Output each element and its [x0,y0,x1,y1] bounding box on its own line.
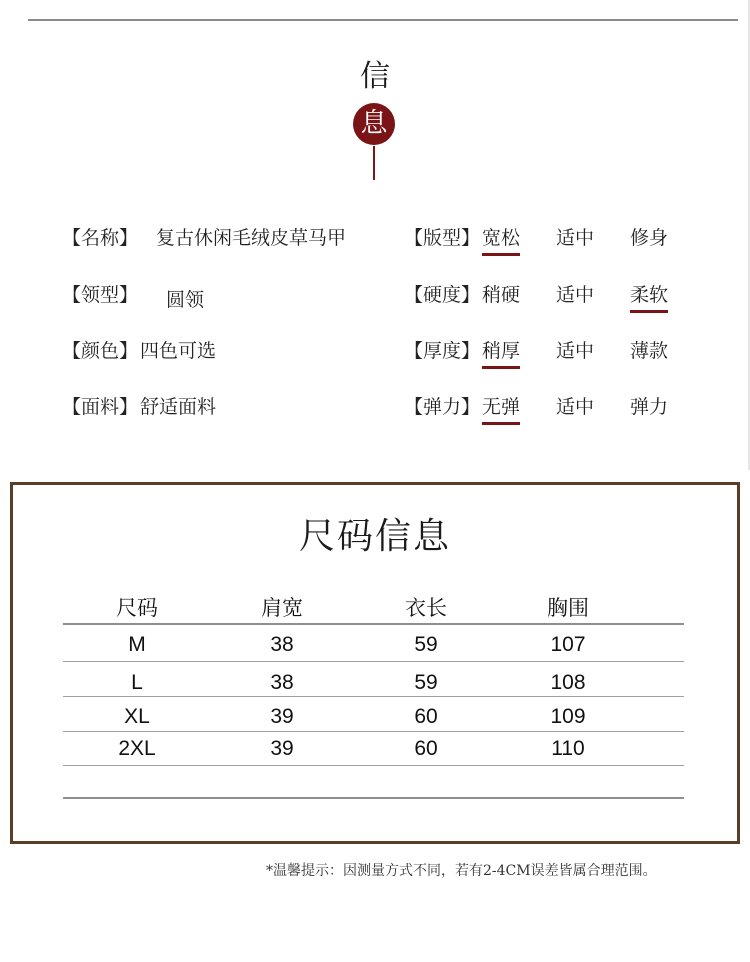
rating-fit-option: 适中 [556,227,595,249]
measurement-note: *温馨提示：因测量方式不同，若有2-4CM误差皆属合理范围。 [266,863,657,879]
table-cell: M [128,633,146,656]
rating-hardness-label: 【硬度】 [404,284,481,306]
table-cell: L [131,671,143,694]
info-name [62,226,346,250]
table-rule [63,696,684,697]
table-cell: 38 [270,671,294,694]
table-rule [63,731,684,732]
table-cell: 59 [414,671,438,694]
table-rule [63,623,684,625]
size-header-length: 衣长 [405,596,447,620]
table-cell: 39 [270,737,294,760]
rating-thickness-option-selected: 稍厚 [482,339,520,369]
table-rule [63,765,684,766]
rating-hardness-option: 稍硬 [482,284,521,306]
info-name-label: 【名称】 [62,227,139,249]
info-seal: 息 [353,103,395,145]
rating-fit-option-selected: 宽松 [482,226,520,256]
info-collar [62,283,205,311]
rating-hardness-option: 适中 [556,284,595,306]
info-title-char: 信 [360,59,390,94]
top-divider [28,19,738,21]
seal-stem [373,146,375,180]
table-cell: 60 [414,737,438,760]
rating-thickness-label: 【厚度】 [404,340,481,362]
rating-stretch-option: 适中 [556,396,595,418]
info-color-label: 【颜色】 [62,340,139,362]
rating-stretch-option-selected: 无弹 [482,395,520,425]
rating-thickness-option: 适中 [556,340,595,362]
table-cell: 60 [414,705,438,728]
rating-fit-label: 【版型】 [404,227,481,249]
table-rule [63,661,684,662]
table-cell: 109 [550,705,586,728]
table-cell: 2XL [118,737,156,760]
table-cell: 110 [551,737,585,760]
info-collar-value: 圆领 [166,289,205,311]
table-cell: 39 [270,705,294,728]
table-cell: XL [124,705,150,728]
rating-stretch-option: 弹力 [630,396,669,418]
table-cell: 38 [270,633,294,656]
rating-thickness-option: 薄款 [630,340,669,362]
table-cell: 107 [550,633,586,656]
info-collar-label: 【领型】 [62,284,139,306]
size-chart-title: 尺码信息 [298,516,451,557]
size-header-chest: 胸围 [547,596,589,620]
info-color [62,339,216,363]
rating-stretch-label: 【弹力】 [404,396,481,418]
table-cell: 108 [550,671,586,694]
table-cell: 59 [414,633,438,656]
rating-fit-option: 修身 [630,227,669,249]
info-fabric-label: 【面料】 [62,396,139,418]
info-color-value: 四色可选 [140,340,217,362]
rating-hardness-option-selected: 柔软 [630,283,668,313]
table-rule-bottom [63,797,684,799]
size-header-shoulder: 肩宽 [261,596,303,620]
info-name-value: 复古休闲毛绒皮草马甲 [156,227,347,249]
info-fabric-value: 舒适面料 [140,396,217,418]
size-header-size: 尺码 [116,596,158,620]
info-fabric [62,395,216,419]
